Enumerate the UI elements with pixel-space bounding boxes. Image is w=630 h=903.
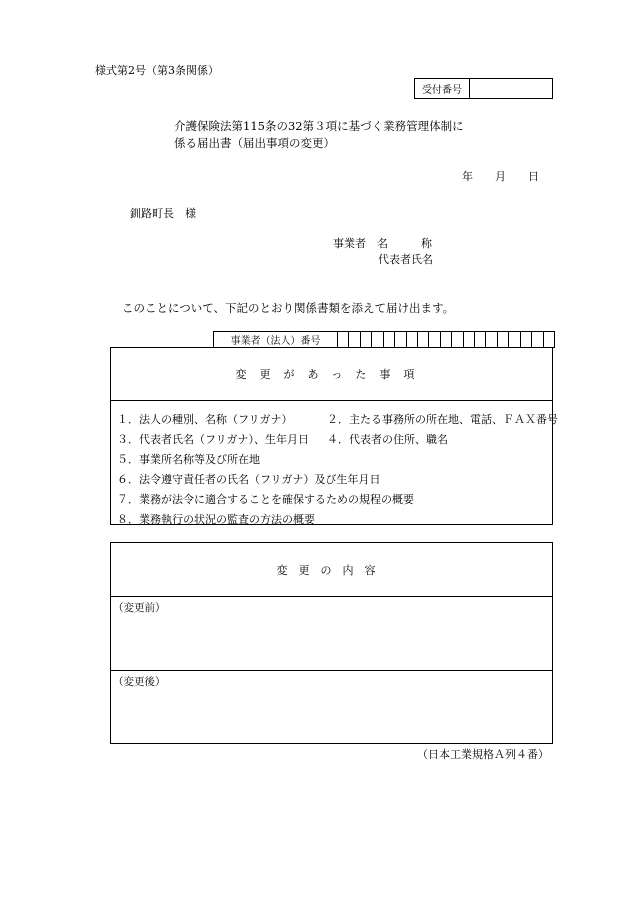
changed-item[interactable]: ４．代表者の住所、職名 xyxy=(327,433,448,446)
before-change-field[interactable] xyxy=(111,597,552,671)
business-number-digit[interactable] xyxy=(395,332,406,347)
addressee: 釧路町長 様 xyxy=(130,207,196,220)
business-number-digit[interactable] xyxy=(441,332,452,347)
representative-name-label: 代表者氏名 xyxy=(378,253,433,266)
receipt-number-box xyxy=(414,78,553,99)
business-number-digit[interactable] xyxy=(349,332,360,347)
change-content-header: 変更の内容 xyxy=(111,543,552,597)
business-number-digit[interactable] xyxy=(372,332,383,347)
business-number-digit[interactable] xyxy=(486,332,497,347)
form-title-line2: 係る届出書（届出事項の変更） xyxy=(174,136,335,150)
business-number-digit[interactable] xyxy=(338,332,349,347)
date-year: 年 xyxy=(462,170,473,183)
date-line xyxy=(462,168,539,184)
changed-items-box xyxy=(110,347,558,526)
business-number-digit[interactable] xyxy=(509,332,520,347)
business-number-digit[interactable] xyxy=(498,332,509,347)
change-content-box xyxy=(110,542,553,744)
before-change-label: （変更前） xyxy=(113,602,166,614)
changed-item[interactable]: ２．主たる事務所の所在地、電話、ＦＡＸ番号 xyxy=(327,413,558,426)
business-number-digit[interactable] xyxy=(464,332,475,347)
business-number-label: 事業者（法人）番号 xyxy=(214,332,338,347)
form-title-line1: 介護保険法第115条の32第３項に基づく業務管理体制に xyxy=(174,119,464,133)
form-number: 様式第2号（第3条関係） xyxy=(95,64,219,77)
changed-item[interactable]: １．法人の種別、名称（フリガナ） xyxy=(117,413,293,426)
business-number-digit[interactable] xyxy=(475,332,486,347)
date-day: 日 xyxy=(528,170,539,183)
changed-item[interactable]: ７．業務が法令に適合することを確保するための規程の概要 xyxy=(117,493,414,506)
changed-item[interactable]: ８．業務執行の状況の監査の方法の概要 xyxy=(117,513,315,526)
changed-item[interactable]: ３．代表者氏名（フリガナ）、生年月日 xyxy=(117,433,309,446)
business-number-digit[interactable] xyxy=(429,332,440,347)
business-name-label: 事業者 名 称 xyxy=(333,237,432,250)
business-number-digit[interactable] xyxy=(532,332,543,347)
changed-item[interactable]: ６．法令遵守責任者の氏名（フリガナ）及び生年月日 xyxy=(117,473,381,486)
receipt-number-field[interactable] xyxy=(470,79,552,98)
business-number-digit[interactable] xyxy=(544,332,554,347)
business-number-digit[interactable] xyxy=(407,332,418,347)
changed-item[interactable]: ５．事業所名称等及び所在地 xyxy=(117,453,260,466)
after-change-field[interactable] xyxy=(111,671,552,744)
business-number-digit[interactable] xyxy=(361,332,372,347)
business-number-digit[interactable] xyxy=(418,332,429,347)
paper-size-note: （日本工業規格Ａ列４番） xyxy=(417,748,549,761)
intro-text: このことについて、下記のとおり関係書類を添えて届け出ます。 xyxy=(122,301,455,315)
receipt-number-label: 受付番号 xyxy=(415,79,470,98)
changed-items-header: 変更があった事項 xyxy=(111,348,552,401)
business-number-digit[interactable] xyxy=(452,332,463,347)
business-number-digit[interactable] xyxy=(521,332,532,347)
after-change-label: （変更後） xyxy=(113,676,166,688)
business-number-box xyxy=(213,331,555,348)
date-month: 月 xyxy=(495,170,506,183)
business-number-digit[interactable] xyxy=(384,332,395,347)
